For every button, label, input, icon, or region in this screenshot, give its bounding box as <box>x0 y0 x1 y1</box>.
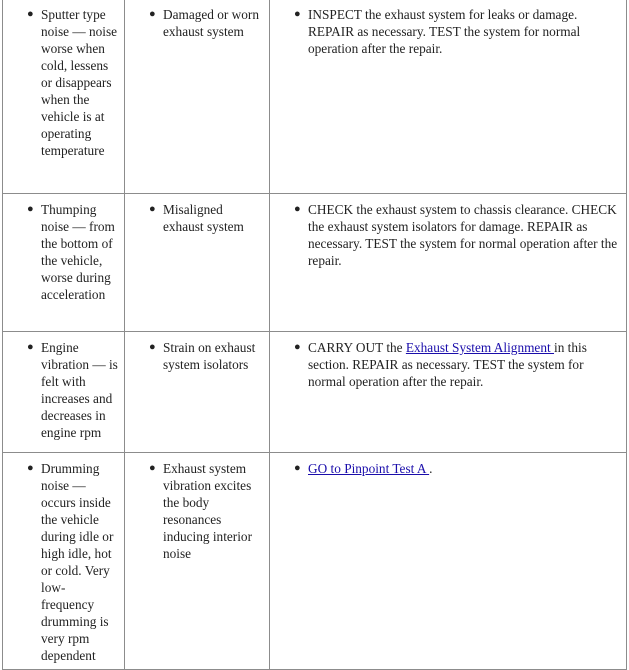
symptom-cell <box>3 332 125 453</box>
bullet-icon: ● <box>149 8 156 20</box>
action-text: INSPECT the exhaust system for leaks or damage. REPAIR as necessary. TEST the system for normal operation after the repair. <box>308 7 581 56</box>
list-item <box>149 201 263 235</box>
symptom-cell <box>3 194 125 332</box>
table-row <box>3 0 627 194</box>
symptom-cell <box>3 453 125 670</box>
list-item <box>149 460 263 562</box>
cause-text: Damaged or worn exhaust system <box>163 7 259 39</box>
cause-cell <box>125 0 270 194</box>
bullet-icon: ● <box>27 8 34 20</box>
symptom-text: Engine vibration — is felt with increases and decreases in engine rpm <box>41 340 118 440</box>
bullet-icon: ● <box>149 203 156 215</box>
list-item <box>294 460 618 477</box>
symptom-text: Thumping noise — from the bottom of the vehicle, worse during acceleration <box>41 202 115 302</box>
list-item <box>294 339 618 390</box>
action-text-before: CARRY OUT the <box>308 340 406 355</box>
bullet-icon: ● <box>294 341 301 353</box>
bullet-icon: ● <box>294 462 301 474</box>
list-item <box>27 339 118 441</box>
exhaust-system-alignment-link[interactable]: Exhaust System Alignment <box>405 340 555 355</box>
cause-cell <box>125 332 270 453</box>
bullet-icon: ● <box>149 341 156 353</box>
action-cell <box>270 332 627 453</box>
action-text-after: . <box>429 461 433 476</box>
list-item <box>27 460 118 664</box>
action-text: CHECK the exhaust system to chassis clearance. CHECK the exhaust system isolators for damage. REPAIR as necessary. TEST the system for normal operation after the repair. <box>308 202 618 268</box>
symptom-table <box>2 0 627 670</box>
symptom-text: Sputter type noise — noise worse when cold, lessens or disappears when the vehicle is at operating temperature <box>41 7 118 158</box>
bullet-icon: ● <box>294 8 301 20</box>
list-item <box>27 6 118 159</box>
bullet-icon: ● <box>27 462 34 474</box>
bullet-icon: ● <box>27 203 34 215</box>
list-item <box>149 6 263 40</box>
cause-cell <box>125 194 270 332</box>
list-item <box>149 339 263 373</box>
table-row <box>3 453 627 670</box>
symptom-text: Drumming noise — occurs inside the vehicle during idle or high idle, hot or cold. Very low-frequency drumming is very rpm dependent <box>41 461 114 663</box>
bullet-icon: ● <box>27 341 34 353</box>
list-item <box>27 201 118 303</box>
pinpoint-test-a-link[interactable]: GO to Pinpoint Test A <box>308 461 430 476</box>
symptom-cell <box>3 0 125 194</box>
action-text-after: in this section. REPAIR as necessary. TEST the system for normal operation after the repair. <box>308 340 587 389</box>
action-cell <box>270 453 627 670</box>
table-row <box>3 332 627 453</box>
list-item <box>294 6 618 57</box>
action-cell <box>270 194 627 332</box>
list-item <box>294 201 618 269</box>
cause-cell <box>125 453 270 670</box>
table-row <box>3 194 627 332</box>
bullet-icon: ● <box>294 203 301 215</box>
cause-text: Misaligned exhaust system <box>163 202 244 234</box>
action-cell <box>270 0 627 194</box>
cause-text: Exhaust system vibration excites the body resonances inducing interior noise <box>163 461 252 561</box>
cause-text: Strain on exhaust system isolators <box>163 340 256 372</box>
bullet-icon: ● <box>149 462 156 474</box>
